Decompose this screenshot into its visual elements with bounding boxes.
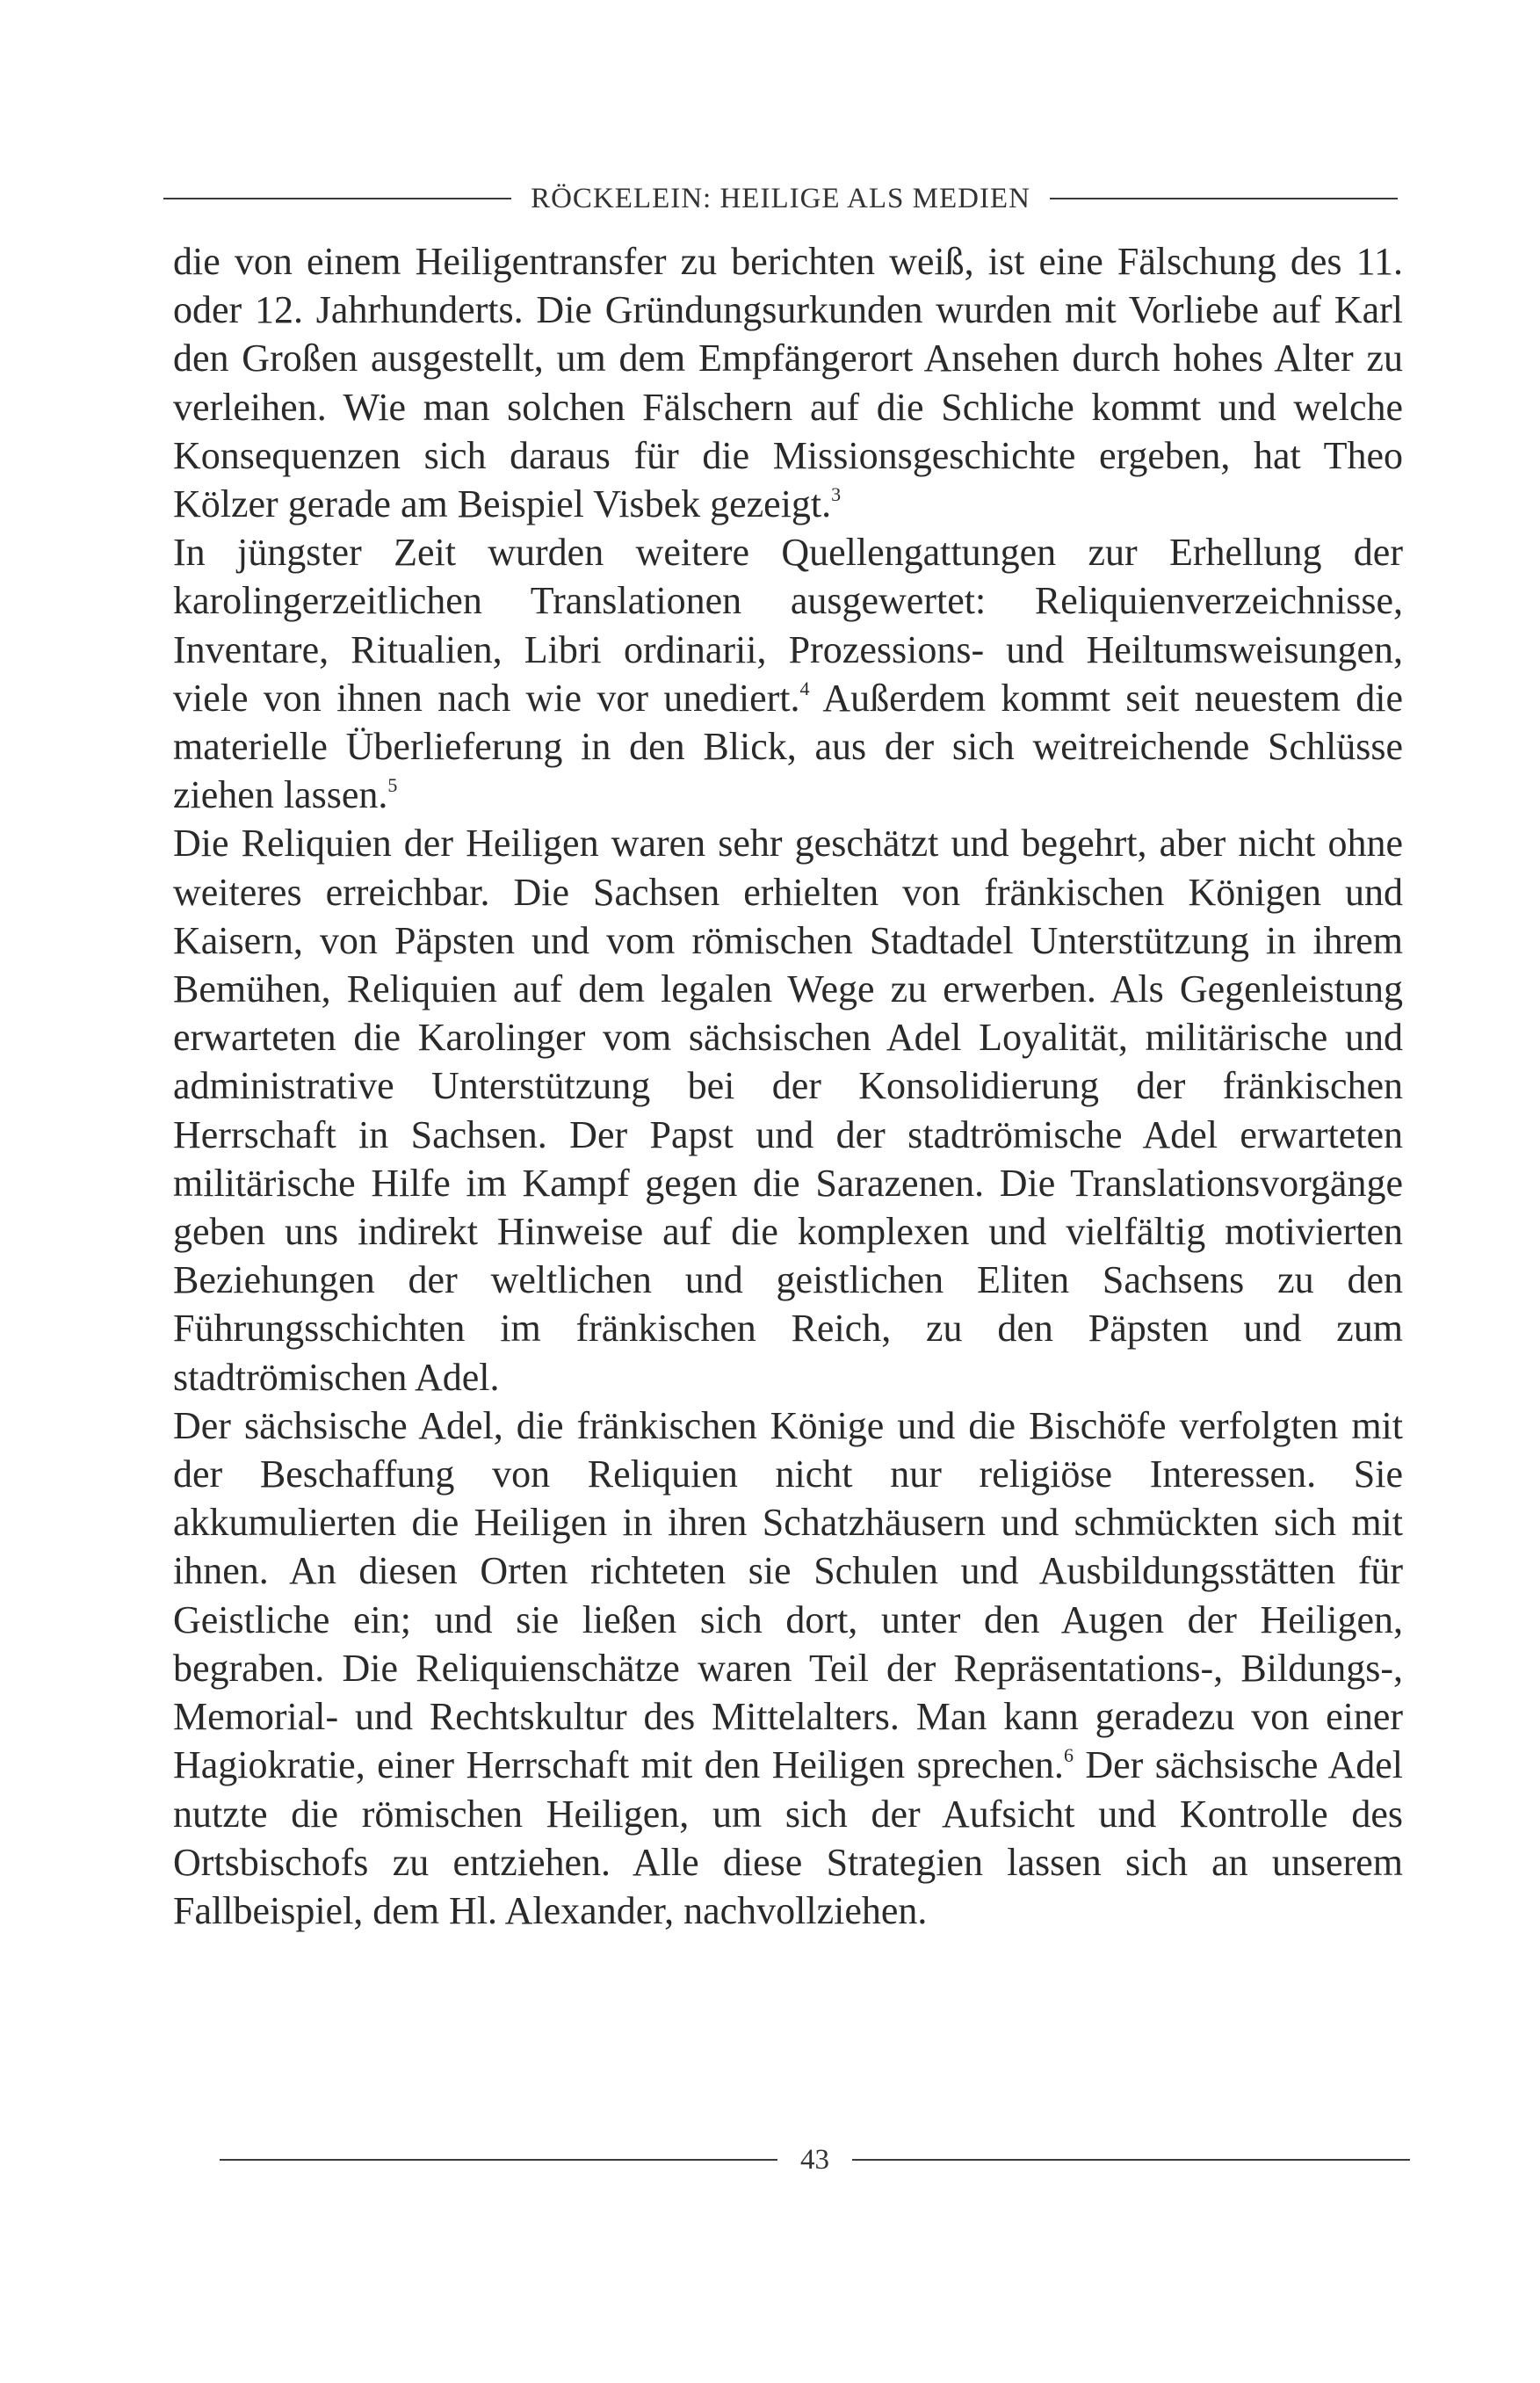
body-text bbox=[173, 237, 1403, 1935]
paragraph-4 bbox=[173, 1402, 1403, 1935]
running-title: RÖCKELEIN: HEILIGE ALS MEDIEN bbox=[531, 182, 1030, 214]
footnote-marker-5: 5 bbox=[387, 774, 398, 797]
paragraph-2-text: In jüngster Zeit wurden weitere Quellengattungen zur Erhellung der karolingerzeitlichen Translationen ausgewertet: Reliquienverzeichnisse, Inventare, Ritualien, Libri ordinarii, Prozessions- und Heiltumsweisungen, viele von ihnen nach wie vor unediert. bbox=[173, 531, 1403, 720]
paragraph-4-text: Der sächsische Adel, die fränkischen Könige und die Bischöfe verfolgten mit der Beschaffung von Reliquien nicht nur religiöse Interessen. Sie akkumulierten die Heiligen in ihren Schatzhäusern und schmückten sich mit ihnen. An diesen Orten richteten sie Schulen und Ausbildungsstätten für Geistliche ein; und sie ließen sich dort, unter den Augen der Heiligen, begraben. Die Reliquienschätze waren Teil der Repräsentations-, Bildungs-, Memorial- und Rechtskultur des Mittelalters. Man kann geradezu von einer Hagiokratie, einer Herrschaft mit den Heiligen sprechen. bbox=[173, 1403, 1403, 1787]
paragraph-3 bbox=[173, 819, 1403, 1401]
paragraph-2 bbox=[173, 528, 1403, 819]
header-rule-right bbox=[1050, 198, 1398, 199]
paragraph-3-text: Die Reliquien der Heiligen waren sehr geschätzt und begehrt, aber nicht ohne weiteres erreichbar. Die Sachsen erhielten von fränkischen Königen und Kaisern, von Päpsten und vom römischen Stadtadel Unterstützung in ihrem Bemühen, Reliquien auf dem legalen Wege zu erwerben. Als Gegenleistung erwarteten die Karolinger vom sächsischen Adel Loyalität, militärische und administrative Unterstützung bei der Konsolidierung der fränkischen Herrschaft in Sachsen. Der Papst und der stadtrömische Adel erwarteten militärische Hilfe im Kampf gegen die Sarazenen. Die Translationsvorgänge geben uns indirekt Hinweise auf die komplexen und vielfältig motivierten Beziehungen der weltlichen und geistlichen Eliten Sachsens zu den Führungsschichten im fränkischen Reich, zu den Päpsten und zum stadtrömischen Adel. bbox=[173, 822, 1403, 1399]
footer-rule-right bbox=[852, 2159, 1410, 2161]
header-rule-left bbox=[163, 198, 511, 199]
footnote-marker-6: 6 bbox=[1063, 1744, 1074, 1767]
page-footer bbox=[220, 2142, 1410, 2177]
paragraph-4-text-continued: Der sächsische Adel nutzte die römischen Heiligen, um sich der Aufsicht und Kontrolle des Ortsbischofs zu entziehen. Alle diese Strategien lassen sich an unserem Fallbeispiel, dem Hl. Alexander, nachvollziehen. bbox=[173, 1743, 1403, 1932]
paragraph-1 bbox=[173, 237, 1403, 528]
running-header bbox=[163, 181, 1398, 216]
footnote-marker-4: 4 bbox=[799, 677, 810, 699]
footnote-marker-3: 3 bbox=[831, 483, 842, 506]
page-number: 43 bbox=[800, 2143, 829, 2176]
paragraph-1-text: die von einem Heiligentransfer zu berichten weiß, ist eine Fälschung des 11. oder 12. Jahrhunderts. Die Gründungsurkunden wurden mit Vorliebe auf Karl den Großen ausgestellt, um dem Empfängerort Ansehen durch hohes Alter zu verleihen. Wie man solchen Fälschern auf die Schliche kommt und welche Konsequenzen sich daraus für die Missionsgeschichte ergeben, hat Theo Kölzer gerade am Beispiel Visbek gezeigt. bbox=[173, 240, 1403, 526]
footer-rule-left bbox=[220, 2159, 777, 2161]
paragraph-2-text-continued: Außerdem kommt seit neuestem die materielle Überlieferung in den Blick, aus der sich weitreichende Schlüsse ziehen lassen. bbox=[173, 676, 1403, 817]
